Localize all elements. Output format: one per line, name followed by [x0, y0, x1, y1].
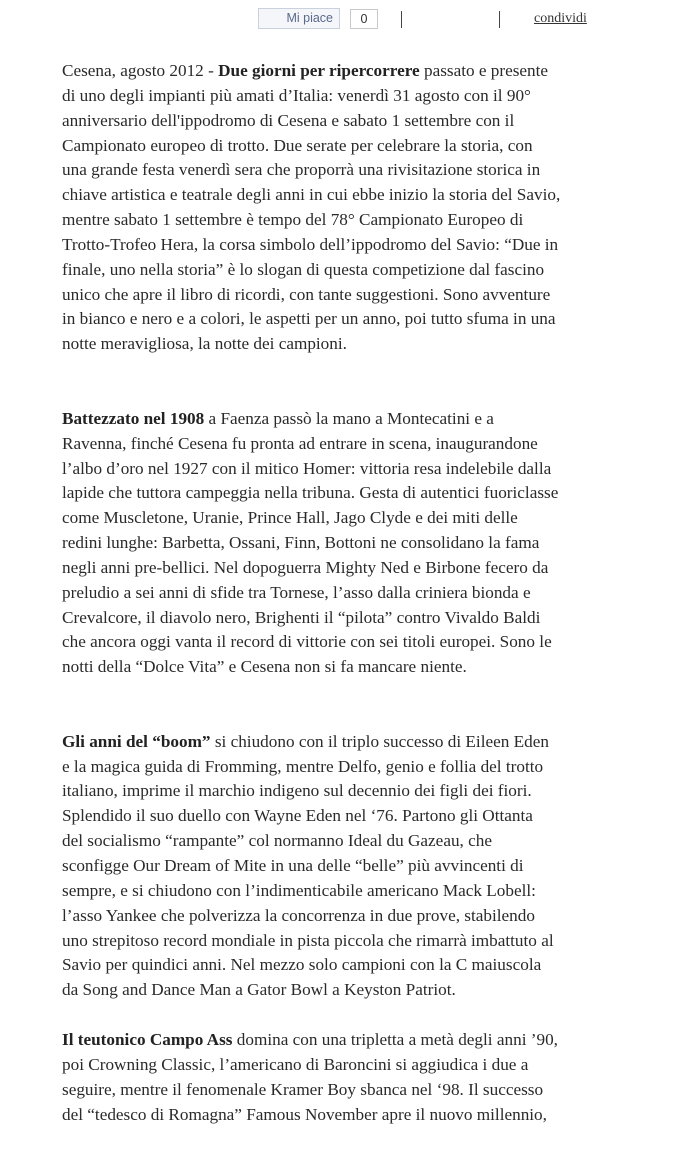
- paragraph-4: [62, 1028, 622, 1127]
- text-line: del “tedesco di Romagna” Famous November apre il nuovo millennio,: [62, 1104, 547, 1124]
- text-line: anniversario dell'ippodromo di Cesena e sabato 1 settembre con il: [62, 110, 515, 130]
- text-line: Battezzato nel 1908 a Faenza passò la mano a Montecatini e a: [62, 408, 494, 428]
- text-line: negli anni pre-bellici. Nel dopoguerra Mighty Ned e Birbone fecero da: [62, 557, 549, 577]
- social-bar: [0, 6, 694, 34]
- separator: [499, 11, 500, 28]
- text-line: come Muscletone, Uranie, Prince Hall, Jago Clyde e dei miti delle: [62, 508, 518, 528]
- like-button[interactable]: Mi piace: [258, 8, 340, 29]
- text-line: l’asso Yankee che polverizza la concorrenza in due prove, stabilendo: [62, 905, 535, 925]
- text-line: che ancora oggi vanta il record di vittorie con sei titoli europei. Sono le: [62, 632, 552, 652]
- text-line: notte meravigliosa, la notte dei campioni.: [62, 334, 347, 354]
- paragraph-lead: Battezzato nel 1908: [62, 408, 205, 428]
- text-line: Ravenna, finché Cesena fu pronta ad entrare in scena, inaugurandone: [62, 433, 538, 453]
- share-link[interactable]: condividi: [534, 11, 587, 26]
- text-line: poi Crowning Classic, l’americano di Baroncini si aggiudica i due a: [62, 1054, 529, 1074]
- text-line: Crevalcore, il diavolo nero, Brighenti il “pilota” contro Vivaldo Baldi: [62, 607, 541, 627]
- text-line: lapide che tuttora campeggia nella tribuna. Gesta di autentici fuoriclasse: [62, 483, 559, 503]
- text-line: Gli anni del “boom” si chiudono con il triplo successo di Eileen Eden: [62, 731, 549, 751]
- text-line: finale, uno nella storia” è lo slogan di questa competizione dal fascino: [62, 259, 545, 279]
- text-line: notti della “Dolce Vita” e Cesena non si fa mancare niente.: [62, 657, 467, 677]
- text-line: italiano, imprime il marchio indigeno sul decennio dei figli dei fiori.: [62, 781, 532, 801]
- text-line: Trotto-Trofeo Hera, la corsa simbolo dell’ippodromo del Savio: “Due in: [62, 234, 559, 254]
- paragraph-lead: Gli anni del “boom”: [62, 731, 211, 751]
- text-line: preludio a sei anni di sfide tra Tornese, l’asso dalla criniera bionda e: [62, 582, 531, 602]
- paragraph-lead: Il teutonico Campo Ass: [62, 1030, 233, 1050]
- paragraph-3: [62, 730, 622, 1003]
- text-line: seguire, mentre il fenomenale Kramer Boy sbanca nel ‘98. Il successo: [62, 1079, 544, 1099]
- text-line: da Song and Dance Man a Gator Bowl a Keyston Patriot.: [62, 980, 456, 1000]
- text-line: unico che apre il libro di ricordi, con tante suggestioni. Sono avventure: [62, 284, 551, 304]
- text-line: sconfigge Our Dream of Mite in una delle “belle” più avvincenti di: [62, 856, 524, 875]
- like-count: 0: [350, 9, 378, 29]
- article-body: [62, 59, 622, 1127]
- text-line: una grande festa venerdì sera che proporrà una rivisitazione storica in: [62, 160, 541, 180]
- paragraph-2: [62, 407, 622, 680]
- text-line: del socialismo “rampante” col normanno Ideal du Gazeau, che: [62, 831, 492, 851]
- text-line: di uno degli impianti più amati d’Italia: venerdì 31 agosto con il 90°: [62, 85, 531, 105]
- separator: [401, 11, 402, 28]
- text-line: Splendido il suo duello con Wayne Eden nel ‘76. Partono gli Ottanta: [62, 806, 533, 826]
- text-line: Savio per quindici anni. Nel mezzo solo campioni con la C maiuscola: [62, 955, 542, 975]
- paragraph-lead: Due giorni per ripercorrere: [218, 61, 420, 80]
- text-line: e la magica guida di Fromming, mentre Delfo, genio e follia del trotto: [62, 756, 544, 776]
- text-line: Il teutonico Campo Ass domina con una tripletta a metà degli anni ’90,: [62, 1030, 558, 1050]
- text-line: sempre, e si chiudono con l’indimenticabile americano Mack Lobell:: [62, 880, 536, 900]
- text-line: Cesena, agosto 2012 - Due giorni per ripercorrere passato e presente: [62, 61, 549, 80]
- text-line: in bianco e nero e a colori, le aspetti per un anno, poi tutto sfuma in una: [62, 309, 556, 329]
- paragraph-1: [62, 59, 622, 357]
- text-line: chiave artistica e teatrale degli anni in cui ebbe inizio la storia del Savio,: [62, 185, 561, 205]
- text-line: redini lunghe: Barbetta, Ossani, Finn, Bottoni ne consolidano la fama: [62, 533, 540, 553]
- text-line: Campionato europeo di trotto. Due serate per celebrare la storia, con: [62, 135, 533, 155]
- text-line: mentre sabato 1 settembre è tempo del 78° Campionato Europeo di: [62, 210, 524, 230]
- text-line: l’albo d’oro nel 1927 con il mitico Homer: vittoria resa indelebile dalla: [62, 458, 552, 478]
- text-line: uno strepitoso record mondiale in pista piccola che rimarrà imbattuto al: [62, 930, 554, 950]
